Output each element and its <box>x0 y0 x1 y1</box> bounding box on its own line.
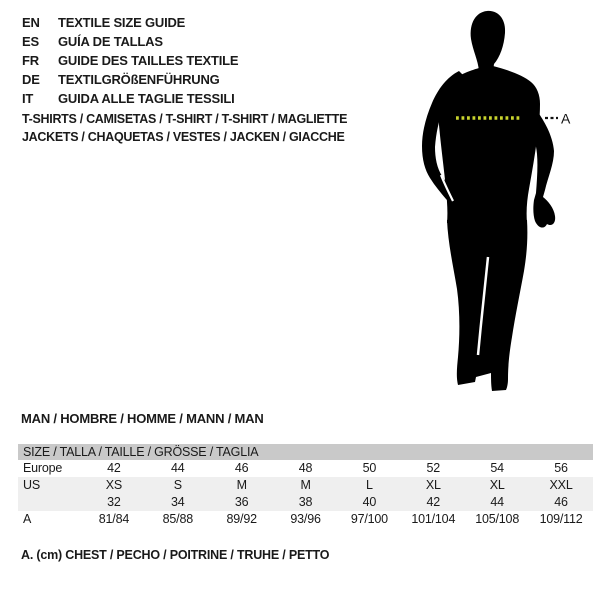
table-cell: 46 <box>234 461 249 475</box>
size-table <box>18 444 593 528</box>
language-title: GUÍA DE TALLAS <box>58 34 163 49</box>
table-cell: 54 <box>490 461 504 475</box>
measure-label-a: A <box>561 110 571 127</box>
table-cell: M <box>236 478 247 492</box>
table-cell: 44 <box>490 495 504 509</box>
table-cell: L <box>366 478 373 492</box>
table-cell: 34 <box>171 495 185 509</box>
language-list <box>22 13 238 108</box>
table-cell: 40 <box>362 495 377 509</box>
table-cell: 81/84 <box>98 512 130 526</box>
table-cell: 85/88 <box>162 512 193 526</box>
table-row-chest-a <box>18 511 593 528</box>
language-title: TEXTILE SIZE GUIDE <box>58 15 186 30</box>
language-code: FR <box>22 53 39 68</box>
row-label: Europe <box>23 461 63 475</box>
table-cell: 38 <box>298 495 313 509</box>
table-cell: XS <box>105 478 123 492</box>
row-label: US <box>23 478 40 492</box>
language-row <box>22 32 238 51</box>
language-code: IT <box>22 91 34 106</box>
language-row <box>22 51 238 70</box>
language-row <box>22 13 238 32</box>
table-cell: 50 <box>362 461 377 475</box>
table-row-europe <box>18 460 593 477</box>
table-cell: 109/112 <box>539 512 583 526</box>
table-cell: 42 <box>426 495 441 509</box>
gender-heading: MAN / HOMBRE / HOMME / MANN / MAN <box>21 411 264 426</box>
row-label: A <box>23 512 32 526</box>
table-row-numeric <box>18 494 593 511</box>
table-cell: 89/92 <box>226 512 257 526</box>
table-row-us <box>18 477 593 494</box>
table-cell: 97/100 <box>350 512 388 526</box>
silhouette-head <box>471 11 505 71</box>
table-cell: 42 <box>107 461 121 475</box>
table-cell: 56 <box>554 461 568 475</box>
language-code: DE <box>22 72 40 87</box>
language-title: GUIDA ALLE TAGLIE TESSILI <box>58 91 235 106</box>
silhouette-legs <box>447 220 527 391</box>
table-cell: 44 <box>171 461 185 475</box>
table-cell: 105/108 <box>475 512 520 526</box>
table-cell: 101/104 <box>411 512 456 526</box>
language-code: EN <box>22 15 40 30</box>
table-cell: XXL <box>549 478 573 492</box>
language-row <box>22 70 238 89</box>
language-title: TEXTILGRÖßENFÜHRUNG <box>58 72 220 87</box>
language-row <box>22 89 238 108</box>
man-silhouette-diagram <box>395 5 580 395</box>
table-cell: 93/96 <box>290 512 321 526</box>
category-line-jackets: JACKETS / CHAQUETAS / VESTES / JACKEN / GIACCHE <box>22 130 345 144</box>
table-cell: XL <box>425 478 441 492</box>
category-line-tshirts: T-SHIRTS / CAMISETAS / T-SHIRT / T-SHIRT / MAGLIETTE <box>22 112 348 126</box>
size-table-header: SIZE / TALLA / TAILLE / GRÖSSE / TAGLIA <box>18 444 593 460</box>
table-cell: XL <box>489 478 505 492</box>
measurement-footnote: A. (cm) CHEST / PECHO / POITRINE / TRUHE / PETTO <box>21 548 330 562</box>
garment-categories <box>22 110 347 146</box>
table-cell: S <box>173 478 182 492</box>
table-cell: 32 <box>107 495 121 509</box>
language-code: ES <box>22 34 39 49</box>
table-cell: 52 <box>426 461 441 475</box>
man-silhouette <box>422 11 555 391</box>
table-cell: 48 <box>298 461 313 475</box>
row-label <box>18 494 82 511</box>
language-title: GUIDE DES TAILLES TEXTILE <box>58 53 239 68</box>
table-cell: M <box>300 478 311 492</box>
table-cell: 46 <box>554 495 568 509</box>
table-cell: 36 <box>234 495 249 509</box>
